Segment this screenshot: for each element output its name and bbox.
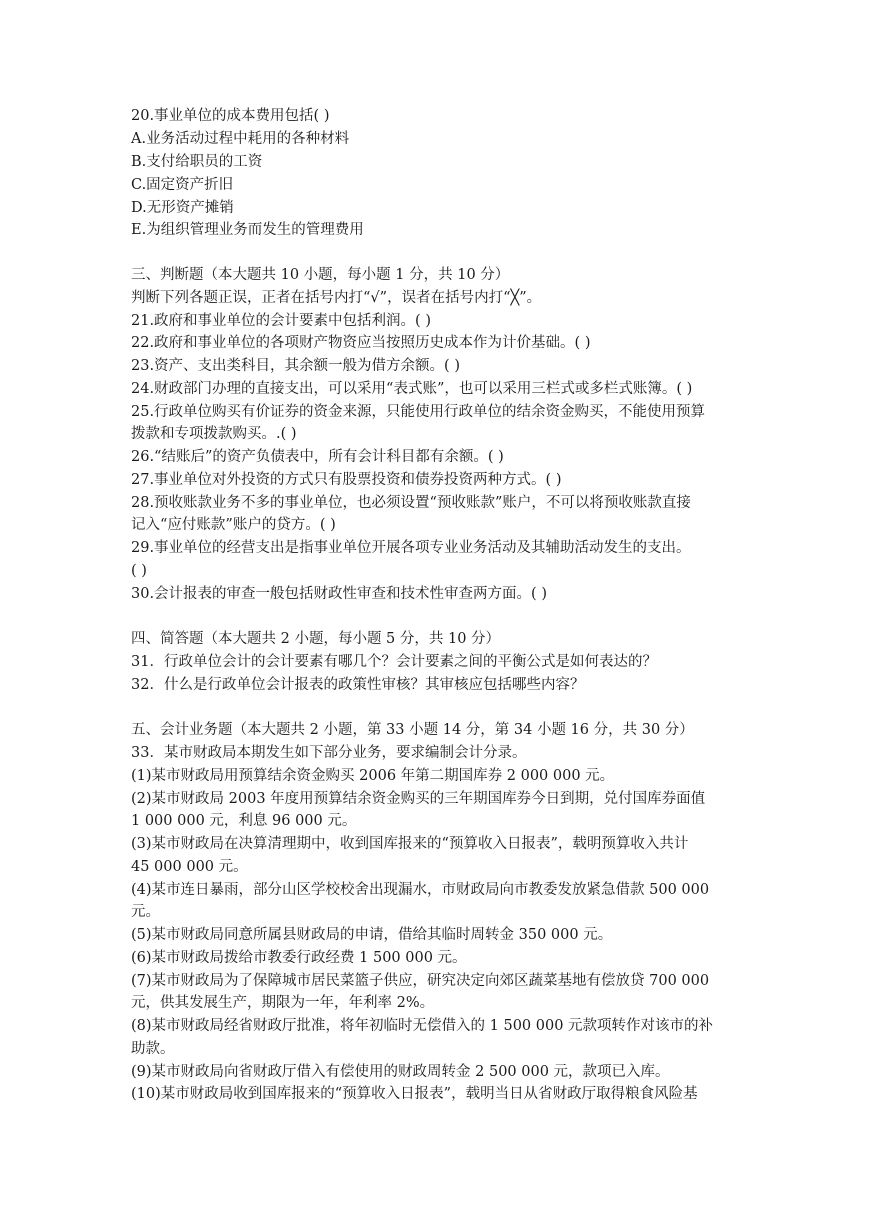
- q20-option-b: B.支付给职员的工资: [131, 154, 263, 170]
- q20-stem: 20.事业单位的成本费用包括( ): [131, 108, 330, 124]
- section5-line: 1 000 000 元，利息 96 000 元。: [131, 813, 357, 829]
- section3-line: 27.事业单位对外投资的方式只有股票投资和债券投资两种方式。( ): [131, 472, 562, 488]
- section3-line: 24.财政部门办理的直接支出，可以采用“表式账”，也可以采用三栏式或多栏式账簿。( ): [131, 381, 693, 397]
- section5-line: (4)某市连日暴雨，部分山区学校校舍出现漏水，市财政局向市教委发放紧急借款 500 000: [131, 882, 710, 898]
- section3-line: 记入“应付账款”账户的贷方。( ): [131, 517, 336, 533]
- section3-line: 拨款和专项拨款购买。.( ): [131, 426, 297, 442]
- section5-line: (7)某市财政局为了保障城市居民菜篮子供应，研究决定向郊区蔬菜基地有偿放贷 700 000: [131, 973, 710, 989]
- section3-line: 25.行政单位购买有价证券的资金来源，只能使用行政单位的结余资金购买，不能使用预算: [131, 404, 706, 420]
- section5-line: (8)某市财政局经省财政厅批准，将年初临时无偿借入的 1 500 000 元款项转作对该市的补: [131, 1018, 714, 1034]
- section5-line: (9)某市财政局向省财政厅借入有偿使用的财政周转金 2 500 000 元，款项已入库。: [131, 1064, 670, 1080]
- q20-option-a: A.业务活动过程中耗用的各种材料: [131, 131, 350, 147]
- section5-line: (10)某市财政局收到国库报来的“预算收入日报表”，载明当日从省财政厅取得粮食风险基: [131, 1086, 698, 1102]
- section3-line: 21.政府和事业单位的会计要素中包括利润。( ): [131, 313, 431, 329]
- section5-line: 45 000 000 元。: [131, 859, 248, 875]
- section5-line: 元，供其发展生产，期限为一年，年利率 2%。: [131, 995, 435, 1011]
- section5-line: 33．某市财政局本期发生如下部分业务，要求编制会计分录。: [131, 745, 527, 761]
- section3-line: ( ): [131, 563, 147, 579]
- section3-line: 22.政府和事业单位的各项财产物资应当按照历史成本作为计价基础。( ): [131, 335, 591, 351]
- q20-option-e: E.为组织管理业务而发生的管理费用: [131, 222, 364, 238]
- q20-option-d: D.无形资产摊销: [131, 200, 234, 216]
- section3-instruction: 判断下列各题正误，正者在括号内打“√”，误者在括号内打“╳”。: [131, 290, 542, 306]
- section3-heading: 三、判断题（本大题共 10 小题，每小题 1 分，共 10 分）: [131, 267, 510, 283]
- section3-line: 30.会计报表的审查一般包括财政性审查和技术性审查两方面。( ): [131, 586, 547, 602]
- section5-line: (6)某市财政局拨给市教委行政经费 1 500 000 元。: [131, 950, 467, 966]
- section3-line: 29.事业单位的经营支出是指事业单位开展各项专业业务活动及其辅助活动发生的支出。: [131, 540, 691, 556]
- section3-line: 23.资产、支出类科目，其余额一般为借方余额。( ): [131, 358, 460, 374]
- section4-line: 31．行政单位会计的会计要素有哪几个？会计要素之间的平衡公式是如何表达的？: [131, 654, 657, 670]
- section3-line: 26.“结账后”的资产负债表中，所有会计科目都有余额。( ): [131, 449, 504, 465]
- section5-heading: 五、会计业务题（本大题共 2 小题，第 33 小题 14 分，第 34 小题 16 分，共 30 分）: [131, 722, 694, 738]
- section5-line: 元。: [131, 904, 160, 920]
- section3-line: 28.预收账款业务不多的事业单位，也必须设置“预收账款”账户，不可以将预收账款直接: [131, 495, 691, 511]
- section5-line: (5)某市财政局同意所属县财政局的申请，借给其临时周转金 350 000 元。: [131, 927, 613, 943]
- section5-line: (3)某市财政局在决算清理期中，收到国库报来的“预算收入日报表”，载明预算收入共计: [131, 836, 689, 852]
- section5-line: (2)某市财政局 2003 年度用预算结余资金购买的三年期国库券今日到期，兑付国库券面值: [131, 791, 706, 807]
- section5-line: (1)某市财政局用预算结余资金购买 2006 年第二期国库券 2 000 000 元。: [131, 768, 615, 784]
- q20-option-c: C.固定资产折旧: [131, 177, 234, 193]
- section5-line: 助款。: [131, 1041, 175, 1057]
- section4-line: 32．什么是行政单位会计报表的政策性审核？其审核应包括哪些内容？: [131, 677, 585, 693]
- section4-heading: 四、简答题（本大题共 2 小题，每小题 5 分，共 10 分）: [131, 631, 501, 647]
